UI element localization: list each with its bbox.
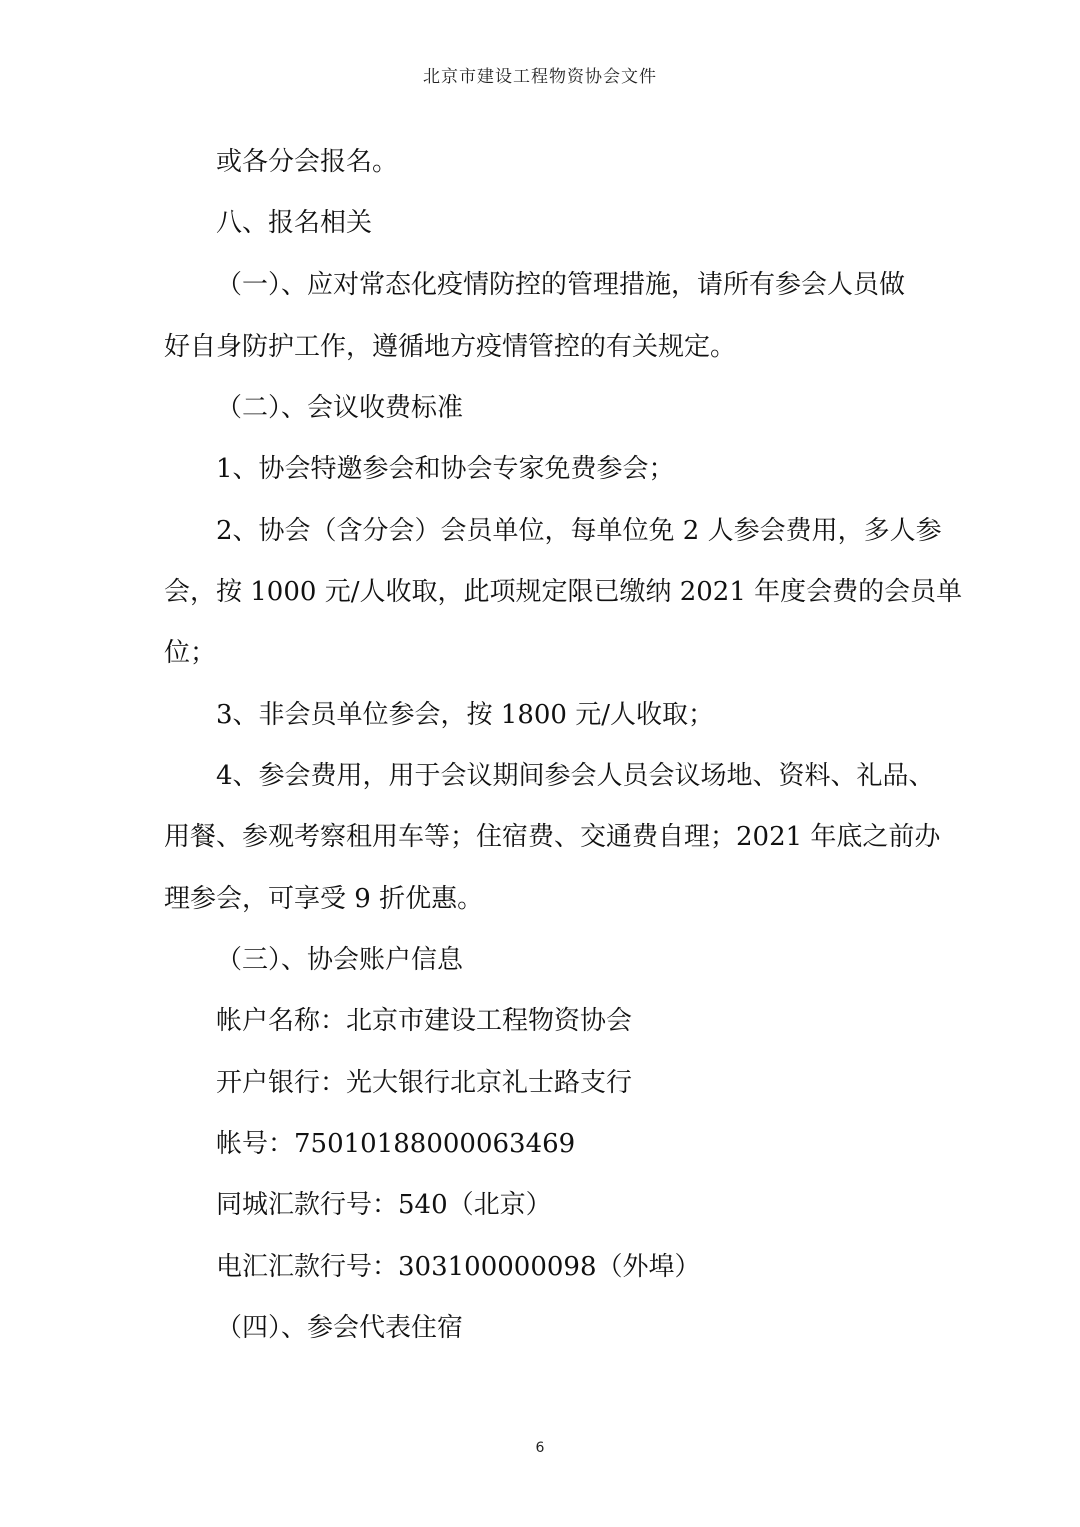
subsection-heading-2: （二）、会议收费标准 (216, 393, 464, 423)
local-transfer-code: 同城汇款行号：540（北京） (216, 1190, 552, 1220)
body-line: 4、参会费用，用于会议期间参会人员会议场地、资料、礼品、 (216, 761, 935, 791)
account-name: 帐户名称：北京市建设工程物资协会 (216, 1006, 633, 1036)
body-line: 会，按 1000 元/人收取，此项规定限已缴纳 2021 年度会费的会员单 (164, 577, 963, 607)
body-line: 理参会，可享受 9 折优惠。 (164, 884, 484, 914)
body-line: 1、协会特邀参会和协会专家免费参会； (216, 454, 675, 484)
document-header: 北京市建设工程物资协会文件 (423, 67, 657, 87)
subsection-heading-3: （三）、协会账户信息 (216, 945, 464, 975)
subsection-heading-4: （四）、参会代表住宿 (216, 1313, 464, 1343)
body-line: 位； (164, 638, 217, 668)
body-line: 或各分会报名。 (216, 147, 399, 177)
page-number: 6 (535, 1440, 545, 1456)
body-line: （一）、应对常态化疫情防控的管理措施，请所有参会人员做 (216, 270, 906, 300)
body-line: 用餐、参观考察租用车等；住宿费、交通费自理；2021 年底之前办 (164, 822, 941, 852)
body-line: 3、非会员单位参会，按 1800 元/人收取； (216, 700, 714, 730)
body-line: 好自身防护工作，遵循地方疫情管控的有关规定。 (164, 332, 737, 362)
body-line: 2、协会（含分会）会员单位，每单位免 2 人参会费用，多人参 (216, 516, 942, 546)
section-heading-8: 八、报名相关 (216, 208, 373, 238)
wire-transfer-code: 电汇汇款行号：303100000098（外埠） (216, 1252, 701, 1282)
account-number: 帐号：75010188000063469 (216, 1129, 576, 1159)
bank-name: 开户银行：光大银行北京礼士路支行 (216, 1068, 633, 1098)
